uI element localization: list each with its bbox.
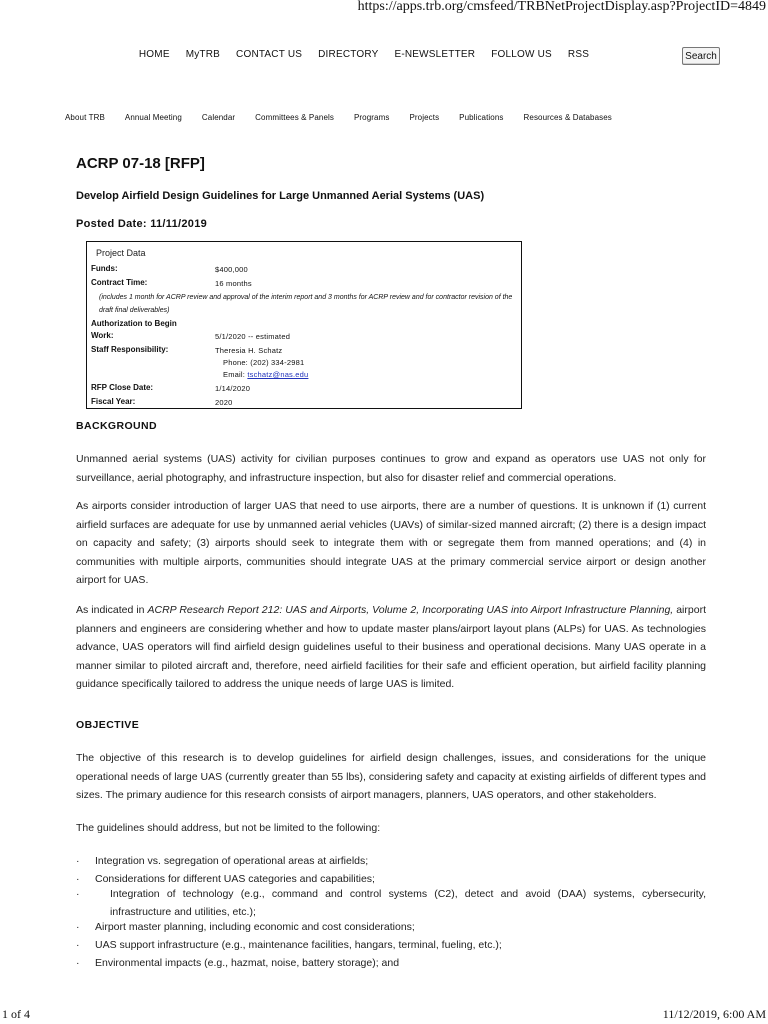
fiscal-year-value: 2020 — [215, 398, 233, 407]
authorization-label-work: Work: — [91, 331, 114, 340]
bullet-marker: · — [76, 873, 80, 885]
list-item-text: Environmental impacts (e.g., hazmat, noise, battery storage); and — [95, 957, 400, 969]
background-p3-pre: As indicated in — [76, 604, 148, 616]
background-p3-post: airport planners and engineers are considering whether and how to update master plans/airport layout plans (ALPs) for UAS. As technologies advance, UAS operators will find airfield design guidelines useful to their business and operational decisions. Many UAS operate in a manner similar to piloted aircraft and, therefore, need airfield facilities for their safe and efficient operation, but airfield facility planning guidance specifically tailored to address the unique needs of large UAS is limited. — [76, 604, 706, 690]
bullet-marker: · — [76, 921, 80, 933]
subnav-about-trb[interactable]: About TRB — [65, 113, 105, 122]
rfp-close-value: 1/14/2020 — [215, 384, 251, 393]
list-item — [76, 885, 706, 921]
bullet-marker: · — [76, 855, 80, 867]
nav-e-newsletter[interactable]: E-NEWSLETTER — [394, 49, 476, 60]
subnav-calendar[interactable]: Calendar — [201, 113, 236, 122]
list-item-text: UAS support infrastructure (e.g., maintenance facilities, hangars, terminal, fueling, etc.); — [95, 939, 502, 951]
contract-time-note: (includes 1 month for ACRP review and approval of the interim report and 3 months for ACRP review and for contractor revision of the draft final deliverables) — [99, 294, 513, 314]
nav-mytrb[interactable]: MyTRB — [185, 49, 221, 60]
project-title: Develop Airfield Design Guidelines for Large Unmanned Aerial Systems (UAS) — [76, 190, 485, 202]
top-navigation — [0, 49, 768, 60]
list-item-text: Integration of technology (e.g., command and control systems (C2), detect and avoid (DAA) systems, cybersecurity, infrastructure and utilities, etc.); — [110, 888, 706, 918]
staff-email-label: Email: — [223, 370, 246, 379]
staff-name: Theresia H. Schatz — [215, 346, 283, 355]
fiscal-year-label: Fiscal Year: — [91, 397, 136, 406]
staff-phone: Phone: (202) 334-2981 — [223, 358, 305, 367]
staff-email-row — [223, 370, 308, 379]
staff-email-link[interactable]: tschatz@nas.edu — [247, 370, 309, 379]
list-item — [76, 918, 706, 936]
background-paragraph-2: As airports consider introduction of larger UAS that need to use airports, there are a number of questions. It is unknown if (1) current airfield surfaces are adequate for use by unmanned aerial vehicles (UAVs) of similar-sized manned aircraft; (2) there is a design impact on capacity and safety; (3) airports should seek to integrate them with or segregate them from manned operations; and (4) in communities with multiple airports, communities should integrate UAS at the primary commercial service airport or design another airport for UAS. — [76, 500, 706, 586]
funds-value: $400,000 — [215, 265, 248, 274]
nav-directory[interactable]: DIRECTORY — [318, 49, 379, 60]
search-button[interactable]: Search — [682, 47, 720, 65]
rfp-close-label: RFP Close Date: — [91, 383, 154, 392]
project-data-box — [86, 241, 522, 409]
list-item-text: Airport master planning, including economic and cost considerations; — [95, 921, 415, 933]
nav-contact-us[interactable]: CONTACT US — [236, 49, 303, 60]
list-item — [76, 954, 706, 972]
list-item-text: Integration vs. segregation of operational areas at airfields; — [95, 855, 369, 867]
background-paragraph-1: Unmanned aerial systems (UAS) activity for civilian purposes continues to grow and expand as operators use UAS not only for surveillance, aerial photography, and infrastructure inspection, but also for disaster relief and commercial operations. — [76, 453, 706, 484]
bullet-marker: · — [76, 939, 80, 951]
contract-time-label: Contract Time: — [91, 278, 148, 287]
list-item-text: Considerations for different UAS categories and capabilities; — [95, 873, 375, 885]
subnav-publications[interactable]: Publications — [459, 113, 504, 122]
section-navigation — [65, 113, 612, 122]
funds-label: Funds: — [91, 264, 118, 273]
list-item — [76, 936, 706, 954]
project-code: ACRP 07-18 [RFP] — [76, 155, 205, 172]
list-item — [76, 852, 706, 870]
bullet-marker: · — [76, 888, 80, 900]
objective-paragraph-1: The objective of this research is to develop guidelines for airfield design challenges, issues, and considerations for the unique operational needs of large UAS (currently greater than 55 lbs), considering safety and capacity at existing airfields of different types and sizes. The primary audience for this research consists of airport managers, planners, UAS operators, and other stakeholders. — [76, 752, 706, 801]
authorization-label — [91, 319, 211, 328]
authorization-value: 5/1/2020 -- estimated — [215, 332, 291, 341]
page-url: https://apps.trb.org/cmsfeed/TRBNetProjectDisplay.asp?ProjectID=4849 — [357, 0, 766, 14]
nav-rss[interactable]: RSS — [567, 49, 590, 60]
objective-paragraph-2: The guidelines should address, but not be limited to the following: — [76, 822, 381, 834]
objective-heading: OBJECTIVE — [76, 719, 140, 731]
page-number: 1 of 4 — [2, 1007, 30, 1021]
contract-time-value: 16 months — [215, 279, 252, 288]
subnav-programs[interactable]: Programs — [353, 113, 390, 122]
subnav-annual-meeting[interactable]: Annual Meeting — [124, 113, 182, 122]
background-heading: BACKGROUND — [76, 420, 157, 432]
print-datetime: 11/12/2019, 6:00 AM — [662, 1007, 766, 1021]
subnav-projects[interactable]: Projects — [409, 113, 440, 122]
report-citation: ACRP Research Report 212: UAS and Airports, Volume 2, Incorporating UAS into Airport Infrastructure Planning, — [147, 604, 674, 616]
project-data-header: Project Data — [96, 248, 146, 258]
nav-home[interactable]: HOME — [138, 49, 170, 60]
background-paragraph-3 — [76, 601, 706, 694]
staff-label: Staff Responsibility: — [91, 345, 169, 354]
nav-follow-us[interactable]: FOLLOW US — [491, 49, 552, 60]
authorization-label-text: Authorization to Begin — [91, 319, 177, 328]
bullet-marker: · — [76, 957, 80, 969]
posted-date: Posted Date: 11/11/2019 — [76, 218, 208, 230]
subnav-committees-panels[interactable]: Committees & Panels — [255, 113, 334, 122]
subnav-resources-databases[interactable]: Resources & Databases — [523, 113, 612, 122]
